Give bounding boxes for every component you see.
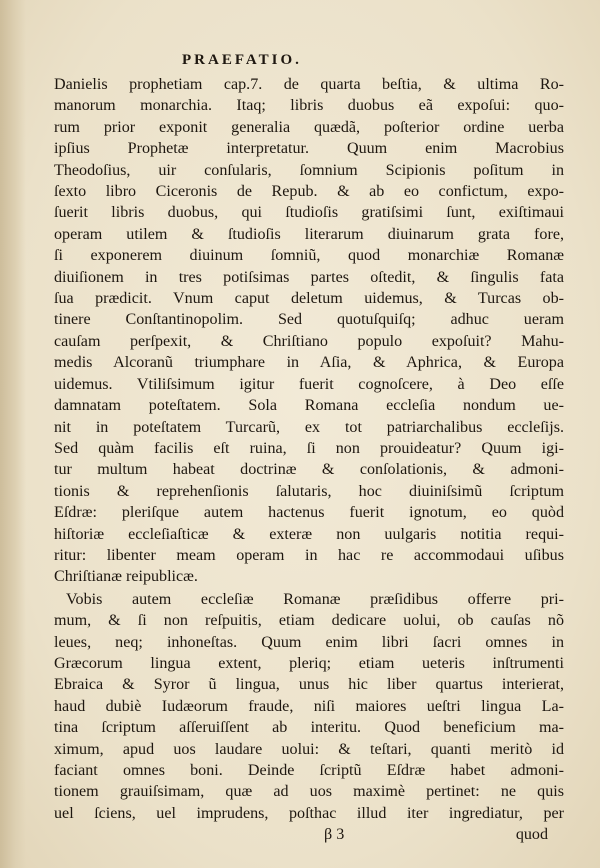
text-line: tina ſcriptum aſſeruiſſent ab interitu. Quod beneficium ma-: [54, 719, 564, 737]
text-line: tionem grauiſsimam, quæ ad uos maximè pertinet: ne quis: [54, 783, 564, 801]
text-line: ſuerit libris duobus, qui ſtudioſis gratiſsimi ſunt, exiſtimaui: [54, 204, 564, 222]
text-line: ipſius Prophetæ interpretatur. Quum enim Macrobius: [54, 140, 564, 158]
running-head: PRAEFATIO.: [182, 52, 302, 68]
text-line: faciant omnes boni. Deinde ſcriptũ Eſdræ habet admoni-: [54, 762, 564, 779]
text-line: diuiſionem in tres potiſsimas partes oſtedit, & ſingulis fata: [54, 268, 564, 286]
page-footer: [54, 824, 564, 845]
text-line: Græcorum lingua extent, pleriq; etiam ueteris inſtrumenti: [54, 654, 564, 672]
text-line: Ebraica & Syror ũ lingua, unus hic liber quartus interierat,: [54, 676, 564, 694]
text-line: Danielis prophetiam cap.7. de quarta beſtia, & ultima Ro-: [54, 76, 564, 93]
text-line: ſexto libro Ciceronis de Repub. & ab eo confictum, expo-: [54, 183, 564, 201]
text-line: Sed quàm facilis eſt ruina, ſi non prouideatur? Quum igi-: [54, 439, 564, 457]
text-line: ſi exponerem diuinum ſomniũ, quod monarchiæ Romanæ: [54, 247, 564, 265]
text-line: Vobis autem eccleſiæ Romanæ præſidibus offerre pri-: [66, 590, 564, 608]
paragraph-1: [54, 74, 564, 588]
text-line: nit in poteſtatem Turcarũ, ex tot patriarchalibus eccleſijs.: [54, 418, 564, 436]
text-line: tinere Conſtantinopolim. Sed quotuſquiſq; adhuc ueram: [54, 311, 564, 329]
text-line: uel ſciens, uel imprudens, poſthac illud iter ingrediatur, per: [54, 804, 564, 822]
text-line: ritur: libenter meam operam in hac re accommodaui uſibus: [54, 546, 564, 564]
text-line: medis Alcoranũ triumphare in Aſia, & Aphrica, & Europa: [54, 354, 564, 372]
text-line: operam utilem & ſtudioſis literarum diuinarum grata fore,: [54, 225, 564, 243]
text-line: hiſtoriæ eccleſiaſticæ & exteræ non uulgaris notitia requi-: [54, 525, 564, 543]
text-line: uidemus. Vtiliſsimum igitur fuerit cognoſcere, à Deo eſſe: [54, 375, 564, 393]
text-line: Eſdræ: pleriſque autem hactenus fuerit ignotum, eo quòd: [54, 504, 564, 522]
text-line: ſua prædicit. Vnum caput deletum uidemus, & Turcas ob-: [54, 290, 564, 308]
text-line: haud dubiè Iudæorum fraude, niſi maiores ueſtri lingua La-: [54, 697, 564, 715]
text-line: ximum, apud uos laudare uolui: & teſtari, quanti meritò id: [54, 740, 564, 758]
text-line: mum, & ſi non reſpuitis, etiam dedicare uolui, ob cauſas nõ: [54, 612, 564, 630]
paragraph-2: [54, 589, 564, 824]
text-line: manorum monarchia. Itaq; libris duobus eã expoſui: quo-: [54, 97, 564, 115]
catchword: quod: [515, 826, 548, 844]
text-line: damnatam poteſtatem. Sola Romana eccleſia nondum ue-: [54, 397, 564, 415]
text-line: tionis & reprehenſionis ſalutaris, hoc diuiniſsimũ ſcriptum: [54, 482, 564, 500]
text-body: [54, 74, 564, 846]
text-line: cauſam perſpexit, & Chriſtiano populo expoſuit? Mahu-: [54, 332, 564, 350]
signature-mark: β 3: [324, 826, 345, 844]
text-line: Chriſtianæ reipublicæ.: [54, 568, 198, 586]
text-line: rum prior exponit generalia quædã, poſterior ordine uerba: [54, 118, 564, 136]
binding-gutter: [0, 0, 26, 868]
text-line: Theodoſius, uir conſularis, ſomnium Scipionis poſitum in: [54, 161, 564, 179]
text-line: leues, neq; inhoneſtas. Quum enim libri ſacri omnes in: [54, 633, 564, 651]
text-line: tur multum habeat doctrinæ & conſolationis, & admoni-: [54, 461, 564, 479]
